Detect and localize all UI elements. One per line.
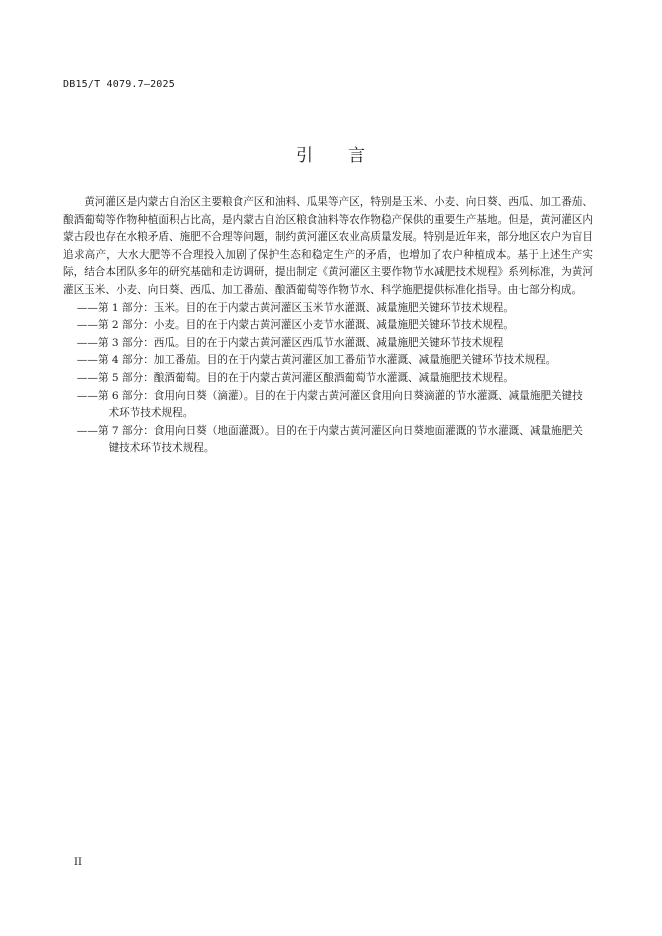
parts-list bbox=[63, 300, 593, 458]
part-item-3: ——第 3 部分：西瓜。目的在于内蒙古黄河灌区西瓜节水灌溉、减量施肥关键环节技术规程 bbox=[76, 336, 504, 349]
page-number: II bbox=[74, 857, 82, 868]
title-char-1: 引 bbox=[296, 146, 314, 166]
body-text bbox=[63, 194, 593, 458]
intro-paragraph: 黄河灌区是内蒙古自治区主要粮食产区和油料、瓜果等产区，特别是玉米、小麦、向日葵、西瓜、加工番茄、酿酒葡萄等作物种植面积占比高，是内蒙古自治区粮食油料等农作物稳产保供的重要生产基地。但是，黄河灌区内蒙古段也存在水粮矛盾、施肥不合理等问题，制约黄河灌区农业高质量发展。特别是近年来，部分地区农户为盲目追求高产，大水大肥等不合理投入加剧了保护生态和稳定生产的矛盾，也增加了农户种植成本。基于上述生产实际，结合本团队多年的研究基础和走访调研，提出制定《黄河灌区主要作物节水减肥技术规程》系列标准，为黄河灌区玉米、小麦、向日葵、西瓜、加工番茄、酿酒葡萄等作物节水、科学施肥提供标准化指导。由七部分构成。 bbox=[63, 196, 593, 296]
part-item-4: ——第 4 部分：加工番茄。目的在于内蒙古黄河灌区加工番茄节水灌溉、减量施肥关键环节技术规程。 bbox=[76, 354, 557, 367]
document-code: DB15/T 4079.7—2025 bbox=[63, 79, 175, 90]
part-item-7: ——第 7 部分：食用向日葵（地面灌溉）。目的在于内蒙古黄河灌区向日葵地面灌溉的节水灌溉、减量施肥关键技术环节技术规程。 bbox=[76, 424, 583, 455]
title-char-2: 言 bbox=[348, 146, 366, 166]
part-item-6: ——第 6 部分：食用向日葵（滴灌）。目的在于内蒙古黄河灌区食用向日葵滴灌的节水灌溉、减量施肥关键技术环节技术规程。 bbox=[76, 389, 583, 420]
page-title bbox=[0, 141, 662, 166]
part-item-1: ——第 1 部分：玉米。目的在于内蒙古黄河灌区玉米节水灌溉、减量施肥关键环节技术规程。 bbox=[76, 301, 514, 314]
part-item-5: ——第 5 部分：酿酒葡萄。目的在于内蒙古黄河灌区酿酒葡萄节水灌溉、减量施肥技术规程。 bbox=[76, 371, 514, 384]
part-item-2: ——第 2 部分：小麦。目的在于内蒙古黄河灌区小麦节水灌溉、减量施肥关键环节技术规程。 bbox=[76, 319, 514, 332]
